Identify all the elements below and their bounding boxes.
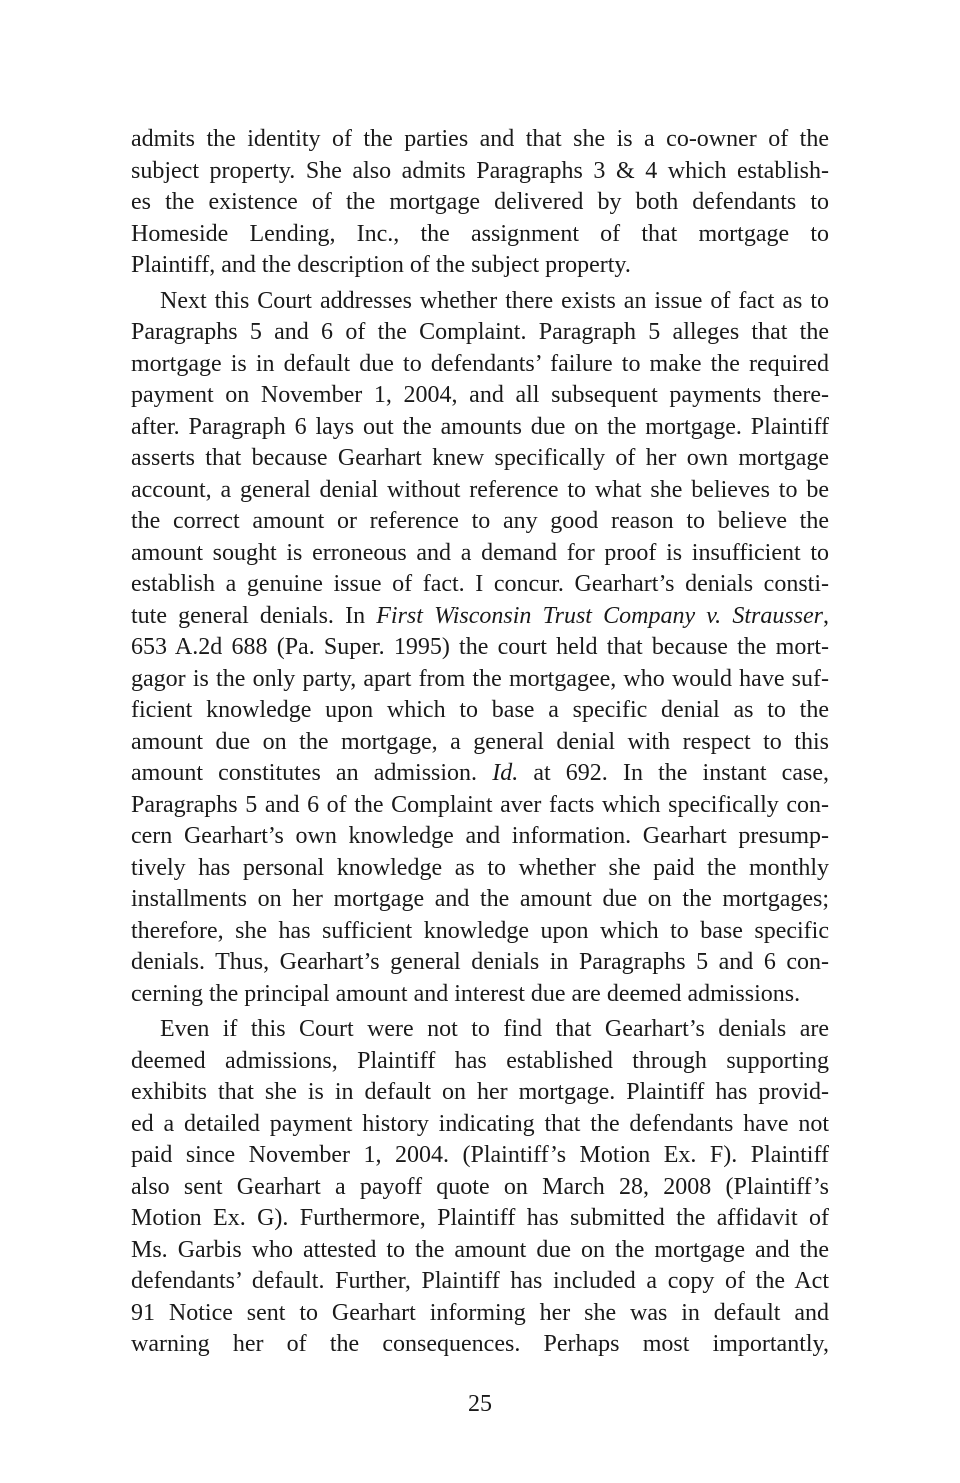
text-line: defendants’ default. Further, Plaintiff has included a copy of the Act (131, 1268, 829, 1294)
text-line: establish a genuine issue of fact. I concur. Gearhart’s denials consti- (131, 571, 829, 597)
text-line: therefore, she has sufficient knowledge upon which to base specific (131, 917, 829, 944)
text-line: Plaintiff, and the description of the subject property. (131, 252, 631, 278)
text-span: amount constitutes an admission. (131, 760, 493, 786)
paragraph (131, 286, 829, 1011)
text-line: asserts that because Gearhart knew specifically of her own mortgage (131, 445, 829, 471)
paragraph (131, 124, 829, 282)
text-line: tively has personal knowledge as to whether she paid the monthly (131, 854, 829, 881)
text-line: Paragraphs 5 and 6 of the Complaint. Paragraph 5 alleges that the (131, 319, 829, 345)
text-line: ed a detailed payment history indicating that the defendants have not (131, 1110, 829, 1137)
text-line: amount sought is erroneous and a demand for proof is insufficient to (131, 539, 829, 566)
text-span: , (823, 602, 830, 629)
text-line: Paragraphs 5 and 6 of the Complaint aver facts which specifically con- (131, 791, 829, 818)
text-line: 653 A.2d 688 (Pa. Super. 1995) the court held that because the mort- (131, 634, 829, 660)
italic-citation: First Wisconsin Trust Company v. Strausser (376, 602, 824, 629)
text-line: payment on November 1, 2004, and all subsequent payments there- (131, 382, 829, 408)
text-line (131, 601, 829, 633)
text-line: account, a general denial without reference to what she believes to be (131, 476, 829, 503)
document-body (131, 124, 829, 1365)
text-line: gagor is the only party, apart from the mortgagee, who would have suf- (131, 665, 829, 692)
text-line: Even if this Court were not to find that Gearhart’s denials are (160, 1016, 829, 1042)
text-line: amount due on the mortgage, a general denial with respect to this (131, 728, 829, 755)
text-line: cern Gearhart’s own knowledge and information. Gearhart presump- (131, 823, 829, 849)
text-line: after. Paragraph 6 lays out the amounts due on the mortgage. Plaintiff (131, 413, 829, 440)
text-line: also sent Gearhart a payoff quote on March 28, 2008 (Plaintiff’s (131, 1173, 829, 1200)
text-line: cerning the principal amount and interest due are deemed admissions. (131, 980, 801, 1007)
text-line: Motion Ex. G). Furthermore, Plaintiff has submitted the affidavit of (131, 1205, 829, 1231)
text-span: tute general denials. In (131, 602, 377, 629)
text-line: the correct amount or reference to any good reason to believe the (131, 508, 829, 534)
text-line: denials. Thus, Gearhart’s general denials in Paragraphs 5 and 6 con- (131, 949, 829, 975)
text-line: subject property. She also admits Paragraphs 3 & 4 which establish- (131, 157, 829, 184)
italic-citation: Id. (492, 760, 519, 786)
text-line: mortgage is in default due to defendants’ failure to make the required (131, 350, 829, 377)
text-line: Homeside Lending, Inc., the assignment of that mortgage to (131, 220, 829, 247)
text-line: exhibits that she is in default on her mortgage. Plaintiff has provid- (131, 1079, 829, 1105)
page-number: 25 (468, 1391, 492, 1417)
text-line: Ms. Garbis who attested to the amount due on the mortgage and the (131, 1236, 829, 1263)
text-line (131, 758, 829, 790)
text-line: es the existence of the mortgage delivered by both defendants to (131, 189, 829, 215)
paragraph (131, 1014, 829, 1361)
text-line: Next this Court addresses whether there exists an issue of fact as to (160, 287, 829, 314)
text-line: ficient knowledge upon which to base a specific denial as to the (131, 697, 829, 723)
text-line: paid since November 1, 2004. (Plaintiff’s Motion Ex. F). Plaintiff (131, 1142, 829, 1168)
text-line: admits the identity of the parties and that she is a co-owner of the (131, 126, 829, 152)
text-line: warning her of the consequences. Perhaps most importantly, (131, 1331, 829, 1357)
text-span: at 692. In the instant case, (518, 760, 829, 786)
text-line: 91 Notice sent to Gearhart informing her she was in default and (131, 1299, 829, 1326)
text-line: deemed admissions, Plaintiff has established through supporting (131, 1047, 829, 1074)
text-line: installments on her mortgage and the amount due on the mortgages; (131, 886, 829, 912)
